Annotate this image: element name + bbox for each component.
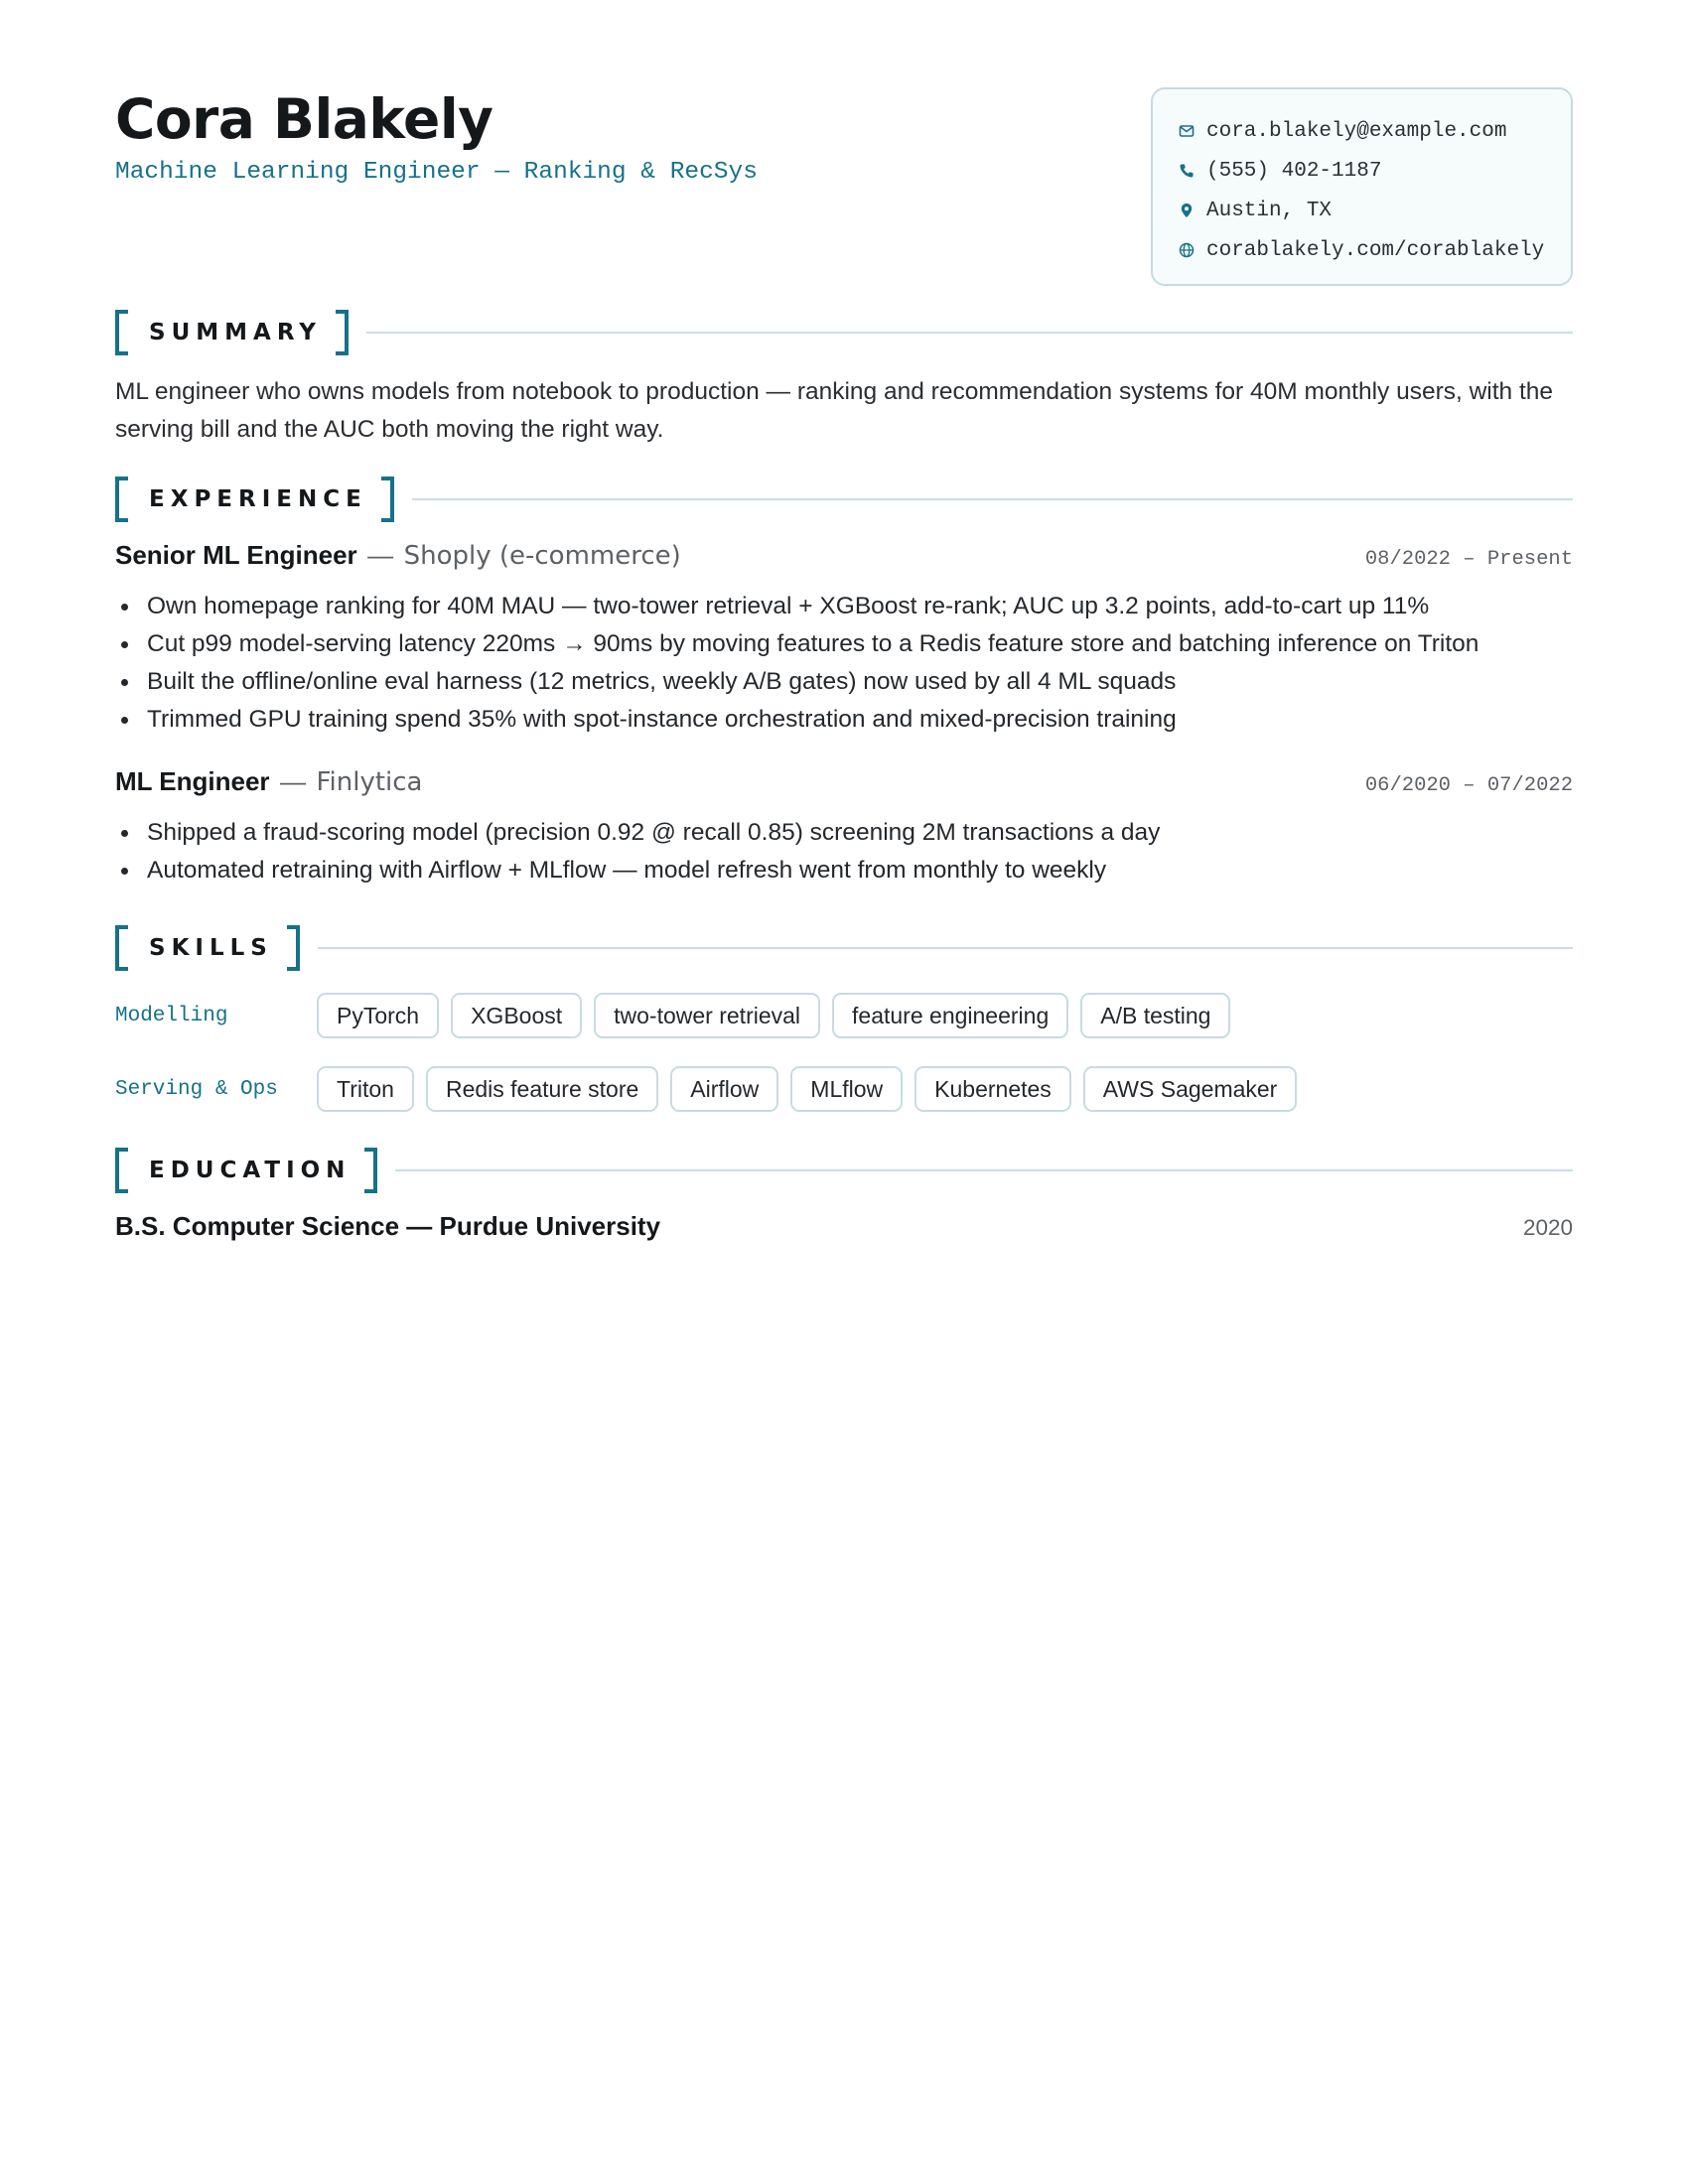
candidate-name: Cora Blakely: [115, 87, 493, 151]
skill-chip: two-tower retrieval: [594, 993, 820, 1038]
map-pin-icon: [1179, 203, 1195, 218]
education-entry: [115, 1211, 1573, 1242]
summary-title: SUMMARY: [149, 320, 322, 345]
bracket-right: [381, 477, 394, 522]
bracket-left: [115, 310, 128, 355]
graduation-year: 2020: [1522, 1215, 1573, 1240]
contact-phone[interactable]: [1179, 151, 1571, 191]
degree-text: B.S. Computer Science — Purdue University: [115, 1211, 661, 1241]
list-item: Own homepage ranking for 40M MAU — two-tower retrieval + XGBoost re-rank; AUC up 3.2 points, add-to-cart up 11%: [115, 588, 1565, 625]
job-header: [115, 766, 1573, 802]
education-heading: [115, 1148, 1573, 1193]
skill-chip: A/B testing: [1080, 993, 1230, 1038]
mail-icon: [1179, 123, 1195, 139]
summary-heading: [115, 310, 1573, 355]
job-dates: 08/2022 – Present: [1364, 548, 1573, 571]
skill-group: [115, 993, 1573, 1038]
skills-heading: [115, 925, 1573, 971]
job-dates: 06/2020 – 07/2022: [1364, 774, 1573, 797]
job-entry: [115, 540, 1573, 739]
phone-text: (555) 402-1187: [1206, 159, 1382, 183]
job-separator: —: [367, 540, 394, 570]
email-text: cora.blakely@example.com: [1206, 119, 1507, 143]
job-header: [115, 540, 1573, 576]
bracket-left: [115, 477, 128, 522]
job-company: Finlytica: [316, 767, 423, 797]
job-entry: [115, 766, 1573, 889]
job-separator: —: [280, 766, 306, 796]
list-item: Trimmed GPU training spend 35% with spot-instance orchestration and mixed-precision training: [115, 701, 1565, 739]
contact-location: [1179, 191, 1571, 230]
section-divider: [412, 498, 1573, 500]
phone-icon: [1179, 163, 1195, 179]
skill-group: [115, 1066, 1573, 1112]
bracket-left: [115, 925, 128, 971]
section-divider: [366, 332, 1573, 334]
job-heading: [115, 766, 422, 797]
job-bullets: [115, 814, 1573, 889]
skill-chip: XGBoost: [451, 993, 582, 1038]
section-divider: [318, 947, 1573, 949]
skill-chip: Triton: [317, 1066, 414, 1112]
list-item: Automated retraining with Airflow + MLflow — model refresh went from monthly to weekly: [115, 852, 1565, 889]
skills-title: SKILLS: [149, 935, 273, 961]
skill-chip: MLflow: [790, 1066, 903, 1112]
skill-chip: Redis feature store: [426, 1066, 658, 1112]
skill-chip: feature engineering: [832, 993, 1068, 1038]
skill-group-label: Modelling: [115, 1004, 228, 1027]
website-text: corablakely.com/corablakely: [1206, 238, 1545, 262]
bracket-right: [336, 310, 349, 355]
job-title: ML Engineer: [115, 766, 270, 796]
section-divider: [395, 1169, 1573, 1171]
bracket-right: [287, 925, 300, 971]
candidate-role: Machine Learning Engineer — Ranking & RecSys: [115, 159, 758, 186]
job-title: Senior ML Engineer: [115, 540, 357, 570]
skill-chip: AWS Sagemaker: [1083, 1066, 1298, 1112]
list-item: Shipped a fraud-scoring model (precision 0.92 @ recall 0.85) screening 2M transactions a day: [115, 814, 1565, 852]
job-heading: [115, 540, 681, 571]
bracket-left: [115, 1148, 128, 1193]
education-title: EDUCATION: [149, 1158, 352, 1183]
contact-email[interactable]: [1179, 111, 1571, 151]
resume-header: [115, 87, 1573, 286]
skill-group-label: Serving & Ops: [115, 1077, 278, 1101]
skill-chip: PyTorch: [317, 993, 439, 1038]
list-item: Cut p99 model-serving latency 220ms → 90ms by moving features to a Redis feature store and batching inference on Triton: [115, 625, 1565, 663]
skill-chip: Airflow: [670, 1066, 778, 1112]
bracket-right: [364, 1148, 377, 1193]
experience-heading: [115, 477, 1573, 522]
list-item: Built the offline/online eval harness (12 metrics, weekly A/B gates) now used by all 4 ML squads: [115, 663, 1565, 701]
contact-website[interactable]: [1179, 230, 1571, 270]
globe-icon: [1179, 242, 1195, 258]
contact-card: [1151, 87, 1573, 286]
summary-text: ML engineer who owns models from notebook to production — ranking and recommendation systems for 40M monthly users, with the serving bill and the AUC both moving the right way.: [115, 378, 1554, 443]
skill-chip: Kubernetes: [914, 1066, 1071, 1112]
job-bullets: [115, 588, 1573, 739]
job-company: Shoply (e-commerce): [403, 541, 681, 571]
skills-list: [115, 993, 1573, 1112]
experience-title: EXPERIENCE: [149, 486, 367, 512]
location-text: Austin, TX: [1206, 199, 1333, 222]
